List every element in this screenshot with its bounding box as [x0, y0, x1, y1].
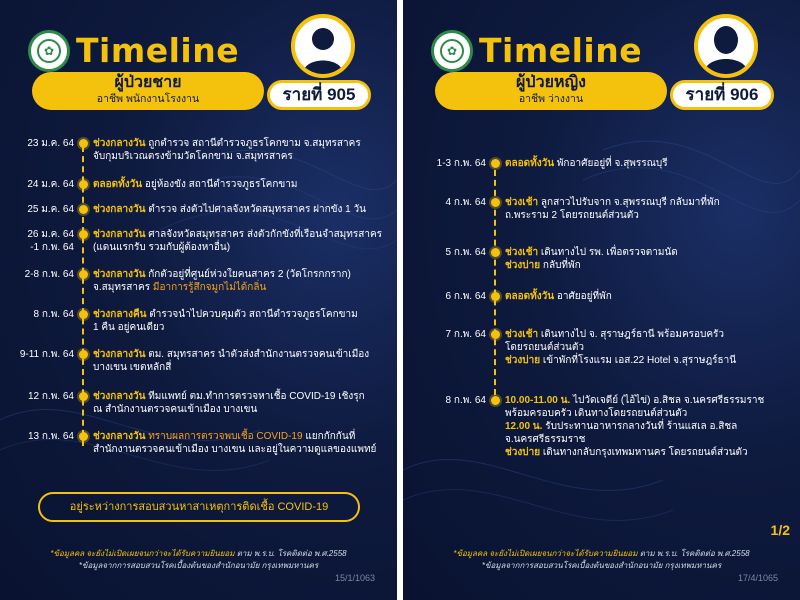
- timeline-highlight: ตลอดทั้งวัน: [505, 158, 555, 169]
- timeline-highlight: ช่วงกลางวัน: [93, 431, 146, 442]
- timeline-detail: จ.นครศรีธรรมราช: [505, 434, 586, 445]
- footer-disclaimer-highlight: *ข้อมูลคล จะยังไม่เปิดเผยจนกว่าจะได้รับความยินยอม: [453, 549, 638, 558]
- timeline-date-line: 26 ม.ค. 64: [27, 229, 74, 240]
- timeline-detail: สำนักงานตรวจคนเข้าเมือง บางเขน และอยู่ในความดูแลของแพทย์: [93, 444, 377, 455]
- timeline-detail: แยกกักกันที่: [302, 431, 356, 442]
- timeline-detail: จับกุมบริเวณตรงข้ามวัดโคกขาม จ.สมุทรสาคร: [93, 151, 293, 162]
- timeline-dot: [79, 230, 88, 239]
- timeline-text-line: [93, 390, 393, 403]
- timeline-dot: [491, 198, 500, 207]
- timeline-text: [505, 394, 795, 459]
- timeline-highlight: ช่วงบ่าย: [505, 260, 541, 271]
- timeline-date: [403, 196, 486, 209]
- timeline-date: [0, 430, 74, 443]
- page-number: 1/2: [770, 522, 790, 538]
- timeline-text-line: [93, 241, 393, 254]
- timeline-detail: โดยรถยนต์ส่วนตัว: [505, 342, 585, 353]
- poster-male-905: [0, 0, 397, 600]
- timeline-highlight: ช่วงกลางคืน: [93, 309, 147, 320]
- timeline-detail: ศาลจังหวัดสมุทรสาคร ส่งตัวกักขังที่เรือนจำสมุทรสาคร: [145, 229, 383, 240]
- footer-disclaimer-highlight: *ข้อมูลคล จะยังไม่เปิดเผยจนกว่าจะได้รับความยินยอม: [50, 549, 235, 558]
- timeline-highlight: ช่วงกลางวัน: [93, 229, 146, 240]
- timeline-text: [93, 268, 393, 294]
- timeline-text-line: [93, 228, 393, 241]
- patient-occupation: อาชีพ พนักงานโรงงาน: [96, 93, 200, 105]
- timeline-date-line: -1 ก.พ. 64: [30, 242, 74, 253]
- patient-type: ผู้ป่วยชาย: [114, 74, 182, 91]
- timeline-detail: อาศัยอยู่ที่พัก: [554, 291, 612, 302]
- timeline-date: [0, 137, 74, 150]
- timeline-text-line: [505, 354, 795, 367]
- patient-info-badge: [32, 72, 264, 110]
- page-title: Timeline: [76, 31, 240, 70]
- timeline-date: [0, 228, 74, 254]
- footer-disclaimer-rest: ตาม พ.ร.บ. โรคติดต่อ พ.ศ.2558: [637, 549, 750, 558]
- timeline-dot: [79, 432, 88, 441]
- timeline-text: [93, 348, 393, 374]
- timeline-detail: ณ สำนักงานตรวจคนเข้าเมือง บางเขน: [93, 404, 258, 415]
- timeline-axis: [494, 160, 496, 405]
- timeline-text-line: [505, 420, 795, 433]
- patient-occupation: อาชีพ ว่างงาน: [518, 93, 584, 105]
- timeline-date: [0, 178, 74, 191]
- timeline-detail: อยู่ห้องขัง สถานีตำรวจภูธรโคกขาม: [142, 179, 298, 190]
- timeline-dot: [491, 292, 500, 301]
- timeline-detail: เดินทางไป รพ. เพื่อตรวจตามนัด: [538, 247, 678, 258]
- timeline-date-line: 13 ก.พ. 64: [27, 431, 74, 442]
- timeline-text: [505, 328, 795, 367]
- timeline-text-line: [505, 394, 795, 407]
- timeline-date: [0, 308, 74, 321]
- timeline-text: [505, 290, 795, 303]
- timeline-date: [403, 290, 486, 303]
- timeline-text-line: [93, 268, 393, 281]
- timeline-text-line: [93, 348, 393, 361]
- patient-type: ผู้ป่วยหญิง: [516, 74, 586, 91]
- bma-seal-icon: ✿: [431, 30, 473, 72]
- timeline-highlight: มีอาการรู้สึกจมูกไม่ได้กลิ่น: [152, 282, 267, 293]
- timeline-date-line: 8 ก.พ. 64: [33, 309, 74, 320]
- timeline-dot: [79, 392, 88, 401]
- timeline-highlight: ช่วงกลางวัน: [93, 269, 146, 280]
- timeline-highlight: ช่วงบ่าย: [505, 447, 541, 458]
- timeline-detail: รับประทานอาหารกลางวันที่ ร้านแสเล อ.สิชล: [542, 421, 738, 432]
- timeline-date-line: 2-8 ก.พ. 64: [24, 269, 74, 280]
- timeline-dot: [491, 159, 500, 168]
- timeline-detail: พร้อมครอบครัว เดินทางโดยรถยนต์ส่วนตัว: [505, 408, 688, 419]
- document-code: 15/1/1063: [334, 573, 375, 583]
- timeline-text: [505, 196, 795, 222]
- timeline-detail: ทีมแพทย์ ตม.ทำการตรวจหาเชื้อ COVID-19 เชิงรุก: [145, 391, 365, 402]
- timeline-text: [93, 308, 393, 334]
- timeline-text-line: [93, 281, 393, 294]
- case-number-badge: รายที่ 905: [267, 80, 371, 110]
- timeline-date-line: 1-3 ก.พ. 64: [436, 158, 486, 169]
- timeline-highlight: ตลอดทั้งวัน: [93, 179, 143, 190]
- case-number-badge: รายที่ 906: [670, 80, 774, 110]
- timeline-highlight: 12.00 น.: [505, 421, 543, 432]
- page-title: Timeline: [479, 31, 643, 70]
- timeline-text-line: [93, 178, 393, 191]
- timeline-date: [0, 348, 74, 361]
- timeline-highlight: ตลอดทั้งวัน: [505, 291, 555, 302]
- timeline-detail: ถ.พระราม 2 โดยรถยนต์ส่วนตัว: [505, 210, 639, 221]
- timeline-highlight: ช่วงกลางวัน: [93, 391, 146, 402]
- timeline-text-line: [505, 433, 795, 446]
- timeline-highlight: 10.00-11.00 น.: [505, 395, 571, 406]
- timeline-detail: เข้าพักที่โรงแรม เอส.22 Hotel จ.สุราษฎร์ธานี: [540, 355, 737, 366]
- timeline-dot: [491, 248, 500, 257]
- timeline-text-line: [93, 403, 393, 416]
- timeline-detail: ตม. สมุทรสาคร นำตัวส่งสำนักงานตรวจคนเข้าเมือง: [145, 349, 370, 360]
- timeline-date-line: 9-11 ก.พ. 64: [19, 349, 74, 360]
- timeline-detail: จ.สมุทรสาคร: [93, 282, 153, 293]
- timeline-text: [93, 430, 393, 456]
- timeline-text: [93, 137, 393, 163]
- timeline-dot: [79, 139, 88, 148]
- person-silhouette-icon: [291, 14, 355, 78]
- timeline-dot: [79, 205, 88, 214]
- timeline-date: [0, 268, 74, 281]
- timeline-text: [93, 203, 393, 216]
- timeline-detail: ถูกตำรวจ สถานีตำรวจภูธรโคกขาม จ.สมุทรสาคร: [145, 138, 361, 149]
- timeline-date: [403, 394, 486, 407]
- timeline-date-line: 4 ก.พ. 64: [445, 197, 486, 208]
- timeline-text-line: [93, 430, 393, 443]
- footer-disclaimer-rest: ตาม พ.ร.บ. โรคติดต่อ พ.ศ.2558: [234, 549, 347, 558]
- timeline-text-line: [505, 407, 795, 420]
- timeline-date: [0, 203, 74, 216]
- timeline-date-line: 23 ม.ค. 64: [27, 138, 74, 149]
- timeline-text-line: [93, 443, 393, 456]
- timeline-axis: [82, 146, 84, 446]
- patient-info-badge: [435, 72, 667, 110]
- person-silhouette-icon: [694, 14, 758, 78]
- timeline-text: [93, 390, 393, 416]
- timeline-highlight: ช่วงเช้า: [505, 247, 539, 258]
- timeline-text-line: [505, 209, 795, 222]
- timeline-text-line: [505, 290, 795, 303]
- timeline-highlight: ทราบผลการตรวจพบเชื้อ COVID-19: [148, 431, 303, 442]
- timeline-dot: [491, 330, 500, 339]
- footer-source: *ข้อมูลจากการสอบสวนโรคเบื้องต้นของสำนักอนามัย กรุงเทพมหานคร: [481, 561, 722, 570]
- timeline-date-line: 25 ม.ค. 64: [27, 204, 74, 215]
- timeline-text-line: [93, 137, 393, 150]
- timeline-detail: พักอาศัยอยู่ที่ จ.สุพรรณบุรี: [554, 158, 668, 169]
- timeline-detail: บางเขน เขตหลักสี่: [93, 362, 172, 373]
- timeline-date-line: 8 ก.พ. 64: [445, 395, 486, 406]
- timeline-date-line: 12 ก.พ. 64: [27, 391, 74, 402]
- timeline-text: [505, 246, 795, 272]
- timeline-text-line: [93, 321, 393, 334]
- bma-seal-icon: ✿: [28, 30, 70, 72]
- timeline-highlight: ช่วงกลางวัน: [93, 138, 146, 149]
- timeline-detail: (แดนแรกรับ รวมกับผู้ต้องหาอื่น): [93, 242, 231, 253]
- footer-disclaimer: [403, 548, 800, 559]
- footer-disclaimer: [0, 548, 397, 559]
- timeline-text-line: [505, 328, 795, 341]
- timeline-dot: [79, 270, 88, 279]
- timeline-highlight: ช่วงเช้า: [505, 197, 539, 208]
- poster-female-906: [403, 0, 800, 600]
- investigation-note: อยู่ระหว่างการสอบสวนหาสาเหตุการติดเชื้อ COVID-19: [38, 492, 360, 522]
- timeline-highlight: ช่วงกลางวัน: [93, 204, 146, 215]
- timeline-detail: ตำรวจนำไปควบคุมตัว สถานีตำรวจภูธรโคกขาม: [146, 309, 358, 320]
- timeline-date-line: 7 ก.พ. 64: [445, 329, 486, 340]
- timeline-detail: ลูกสาวไปรับจาก จ.สุพรรณบุรี กลับมาที่พัก: [538, 197, 720, 208]
- timeline-text-line: [93, 361, 393, 374]
- timeline-date-line: 24 ม.ค. 64: [27, 179, 74, 190]
- timeline-text: [505, 157, 795, 170]
- timeline-highlight: ช่วงบ่าย: [505, 355, 541, 366]
- timeline-text-line: [93, 308, 393, 321]
- timeline-text-line: [505, 196, 795, 209]
- timeline-text-line: [505, 259, 795, 272]
- timeline-dot: [79, 180, 88, 189]
- timeline-text-line: [505, 341, 795, 354]
- timeline-text-line: [505, 157, 795, 170]
- timeline-dot: [79, 310, 88, 319]
- timeline-text-line: [505, 246, 795, 259]
- timeline-date: [403, 157, 486, 170]
- timeline-detail: ไปวัดเจดีย์ (ไอ้ไข่) อ.สิชล จ.นครศรีธรรมราช: [570, 395, 765, 406]
- timeline-text-line: [93, 203, 393, 216]
- timeline-detail: กักตัวอยู่ที่ศูนย์ห่วงใยคนสาคร 2 (วัดโกรกกราก): [145, 269, 351, 280]
- timeline-date: [403, 246, 486, 259]
- timeline-date: [403, 328, 486, 341]
- timeline-date-line: 5 ก.พ. 64: [445, 247, 486, 258]
- timeline-detail: 1 คืน อยู่คนเดียว: [93, 322, 165, 333]
- timeline-dot: [79, 350, 88, 359]
- timeline-date: [0, 390, 74, 403]
- timeline-date-line: 6 ก.พ. 64: [445, 291, 486, 302]
- timeline-detail: กลับที่พัก: [540, 260, 581, 271]
- timeline-text: [93, 178, 393, 191]
- timeline-detail: เดินทางไป จ. สุราษฎร์ธานี พร้อมครอบครัว: [538, 329, 725, 340]
- timeline-detail: เดินทางกลับกรุงเทพมหานคร โดยรถยนต์ส่วนตัว: [540, 447, 748, 458]
- footer-source: *ข้อมูลจากการสอบสวนโรคเบื้องต้นของสำนักอนามัย กรุงเทพมหานคร: [78, 561, 319, 570]
- timeline-highlight: ช่วงเช้า: [505, 329, 539, 340]
- document-code: 17/4/1065: [737, 573, 778, 583]
- timeline-detail: ตำรวจ ส่งตัวไปศาลจังหวัดสมุทรสาคร ฝากขัง 1 วัน: [145, 204, 366, 215]
- timeline-text-line: [93, 150, 393, 163]
- timeline-highlight: ช่วงกลางวัน: [93, 349, 146, 360]
- timeline-dot: [491, 396, 500, 405]
- timeline-text-line: [505, 446, 795, 459]
- timeline-text: [93, 228, 393, 254]
